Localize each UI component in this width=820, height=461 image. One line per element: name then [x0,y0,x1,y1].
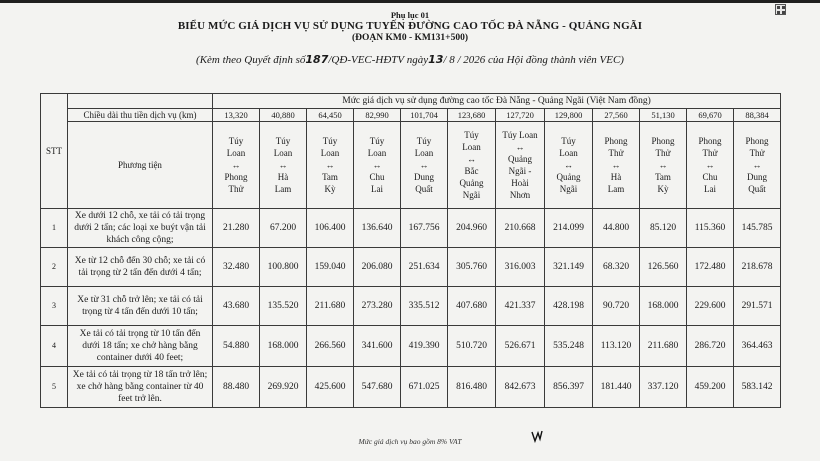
route-label-line: Lai [371,184,383,194]
price-cell: 126.560 [640,248,687,287]
price-cell: 85.120 [640,209,687,248]
route-label-line: Thử [655,148,671,158]
length-cell: 101,704 [401,109,448,122]
price-cell: 671.025 [401,367,448,408]
price-cell: 43.680 [213,287,260,326]
decision-middle: /QĐ-VEC-HĐTV ngày [328,54,429,66]
route-label-line: Loan [414,148,434,158]
route-label-line: ↔ [752,160,762,170]
route-row [41,122,781,209]
appendix-label: Phụ lục 01 [390,10,430,20]
route-label-line: Lai [704,184,716,194]
decision-number: 187 [305,53,329,66]
price-cell: 106.400 [307,209,354,248]
row-index: 4 [41,326,68,367]
price-cell: 88.480 [213,367,260,408]
vehicle-description: Xe từ 31 chỗ trở lên; xe tải có tải trọng từ 4 tấn đến dưới 10 tấn; [68,287,213,326]
price-cell: 266.560 [307,326,354,367]
length-row [41,109,781,122]
route-label-line: Túy [322,136,338,146]
price-cell: 172.480 [687,248,734,287]
price-cell: 335.512 [401,287,448,326]
table-row [41,209,781,248]
route-label-line: Thử [702,148,718,158]
price-cell: 459.200 [687,367,734,408]
route-label-line: Hà [610,172,622,182]
price-cell: 428.198 [545,287,593,326]
price-cell: 159.040 [307,248,354,287]
price-cell: 291.571 [734,287,781,326]
route-label-line: Dung [747,172,768,182]
route-header-cell [687,122,734,209]
price-cell: 842.673 [496,367,545,408]
route-label-line: Hà [277,172,289,182]
route-label-line: Thử [228,184,244,194]
price-cell: 145.785 [734,209,781,248]
row-index: 2 [41,248,68,287]
table-row [41,248,781,287]
route-label-line: Túy [369,136,385,146]
route-label-line: Loan [367,148,387,158]
route-header-cell [593,122,640,209]
price-cell: 364.463 [734,326,781,367]
price-cell: 54.880 [213,326,260,367]
route-header-cell [213,122,260,209]
vat-footnote: Mức giá dịch vụ bao gồm 8% VAT [358,437,462,446]
route-label-line: ↔ [564,160,573,170]
route-label-line: Tam [322,172,338,182]
route-label-line: Dung [414,172,434,182]
route-label-line: Quảng [556,172,581,182]
price-cell: 181.440 [593,367,640,408]
route-label-line: Loan [226,148,246,158]
route-label-line: Ngãi - [508,166,532,176]
document-subtitle: (ĐOẠN KM0 - KM131+500) [352,33,468,43]
route-label-line: Quảng [508,154,532,164]
price-cell: 210.668 [496,209,545,248]
price-cell: 269.920 [260,367,307,408]
route-label-line: Loan [320,148,340,158]
route-header-cell [448,122,496,209]
table-row [41,287,781,326]
vehicle-description: Xe tải có tải trọng từ 10 tấn đến dưới 18 tấn; xe chở hàng bằng container dưới 40 feet; [68,326,213,367]
route-header-cell [260,122,307,209]
length-cell: 88,384 [734,109,781,122]
blank-header-cell [68,94,213,109]
header-row-main [41,94,781,109]
route-label-line: Loan [462,142,481,152]
route-label-line: Túy Loan [502,130,538,140]
route-label-line: Kỳ [324,184,336,194]
route-label-line: ↔ [515,142,525,152]
price-cell: 90.720 [593,287,640,326]
price-cell: 21.280 [213,209,260,248]
length-cell: 82,990 [354,109,401,122]
route-label-line: ↔ [278,160,288,170]
route-label-line: ↔ [231,160,241,170]
price-cell: 204.960 [448,209,496,248]
length-cell: 13,320 [213,109,260,122]
route-label-line: Phong [651,136,675,146]
route-header-cell [401,122,448,209]
price-cell: 526.671 [496,326,545,367]
length-cell: 51,130 [640,109,687,122]
route-label-line: Lam [607,184,625,194]
row-index: 5 [41,367,68,408]
route-label-line: Phong [745,136,769,146]
route-header-cell [734,122,781,209]
length-cell: 27,560 [593,109,640,122]
route-label-line: Quảng [459,178,484,188]
route-label-line: Phong [604,136,628,146]
route-label-line: ↔ [467,154,476,164]
price-cell: 115.360 [687,209,734,248]
length-label: Chiều dài thu tiền dịch vụ (km) [68,109,213,122]
stt-header: STT [41,94,68,209]
route-label-line: Chu [369,172,385,182]
decision-suffix: / 8 / 2026 của Hội đồng thành viên VEC) [443,54,624,66]
price-cell: 167.756 [401,209,448,248]
table-row [41,326,781,367]
price-cell: 206.080 [354,248,401,287]
length-cell: 129,800 [545,109,593,122]
toll-price-table [40,93,781,408]
price-cell: 425.600 [307,367,354,408]
price-cell: 251.634 [401,248,448,287]
vehicle-description: Xe dưới 12 chỗ, xe tải có tải trọng dưới 2 tấn; các loại xe buýt vận tải khách công cộng; [68,209,213,248]
price-cell: 337.120 [640,367,687,408]
price-cell: 419.390 [401,326,448,367]
price-cell: 211.680 [307,287,354,326]
route-label-line: Túy [416,136,432,146]
route-label-line: Bắc [464,166,479,176]
route-label-line: Lam [274,184,292,194]
route-label-line: Ngãi [559,184,578,194]
route-label-line: ↔ [419,160,429,170]
document-title: BIỂU MỨC GIÁ DỊCH VỤ SỬ DỤNG TUYẾN ĐƯỜNG CAO TỐC ĐÀ NẴNG - QUẢNG NGÃI [177,20,643,32]
price-cell: 168.000 [260,326,307,367]
price-cell: 136.640 [354,209,401,248]
route-label-line: Thử [749,148,765,158]
row-index: 1 [41,209,68,248]
vehicle-description: Xe từ 12 chỗ đến 30 chỗ; xe tải có tải trọng từ 2 tấn đến dưới 4 tấn; [68,248,213,287]
price-cell: 44.800 [593,209,640,248]
price-cell: 32.480 [213,248,260,287]
route-label-line: Chu [702,172,718,182]
route-label-line: Nhơn [509,190,531,200]
length-cell: 64,450 [307,109,354,122]
price-cell: 211.680 [640,326,687,367]
price-cell: 67.200 [260,209,307,248]
route-header-cell [354,122,401,209]
route-label-line: ↔ [611,160,621,170]
price-cell: 547.680 [354,367,401,408]
route-label-line: Tam [655,172,671,182]
price-cell: 214.099 [545,209,593,248]
route-label-line: Túy [228,136,244,146]
price-cell: 321.149 [545,248,593,287]
route-label-line: Túy [561,136,576,146]
route-label-line: Loan [559,148,578,158]
price-cell: 305.760 [448,248,496,287]
route-header-cell [640,122,687,209]
price-cell: 68.320 [593,248,640,287]
decision-prefix: (Kèm theo Quyết định số [196,54,306,66]
route-label-line: Phong [224,172,248,182]
route-label-line: ↔ [325,160,335,170]
route-label-line: Kỳ [657,184,669,194]
route-label-line: Túy [275,136,291,146]
length-cell: 123,680 [448,109,496,122]
route-header-cell [496,122,545,209]
price-cell: 816.480 [448,367,496,408]
price-cell: 341.600 [354,326,401,367]
decision-day: 13 [428,53,444,66]
route-label-line: ↔ [705,160,715,170]
price-cell: 583.142 [734,367,781,408]
price-cell: 168.000 [640,287,687,326]
price-cell: 273.280 [354,287,401,326]
price-group-header: Mức giá dịch vụ sử dụng đường cao tốc Đà Nẵng - Quảng Ngãi (Việt Nam đồng) [213,94,781,109]
price-cell: 113.120 [593,326,640,367]
route-label-line: Thử [608,148,624,158]
scan-border [0,0,820,3]
length-cell: 69,670 [687,109,734,122]
route-label-line: Hoài [511,178,529,188]
price-cell: 421.337 [496,287,545,326]
price-cell: 229.600 [687,287,734,326]
row-index: 3 [41,287,68,326]
table-row [41,367,781,408]
route-label-line: ↔ [658,160,668,170]
route-label-line: Ngãi [462,190,481,200]
price-cell: 286.720 [687,326,734,367]
vehicle-header: Phương tiện [68,122,213,209]
route-header-cell [545,122,593,209]
route-label-line: Quất [415,184,433,194]
length-cell: 127,720 [496,109,545,122]
price-cell: 316.003 [496,248,545,287]
length-cell: 40,880 [260,109,307,122]
route-header-cell [307,122,354,209]
vehicle-description: Xe tải có tải trọng từ 18 tấn trở lên; xe chở hàng bằng container từ 40 feet trở lên. [68,367,213,408]
decision-reference [0,53,820,66]
price-cell: 856.397 [545,367,593,408]
price-cell: 218.678 [734,248,781,287]
price-cell: 535.248 [545,326,593,367]
price-cell: 407.680 [448,287,496,326]
price-cell: 100.800 [260,248,307,287]
route-label-line: Phong [698,136,722,146]
route-label-line: Túy [464,130,479,140]
route-label-line: Quất [748,184,766,194]
route-label-line: Loan [273,148,293,158]
route-label-line: ↔ [372,160,382,170]
price-cell: 510.720 [448,326,496,367]
initial-mark [530,429,544,443]
price-cell: 135.520 [260,287,307,326]
